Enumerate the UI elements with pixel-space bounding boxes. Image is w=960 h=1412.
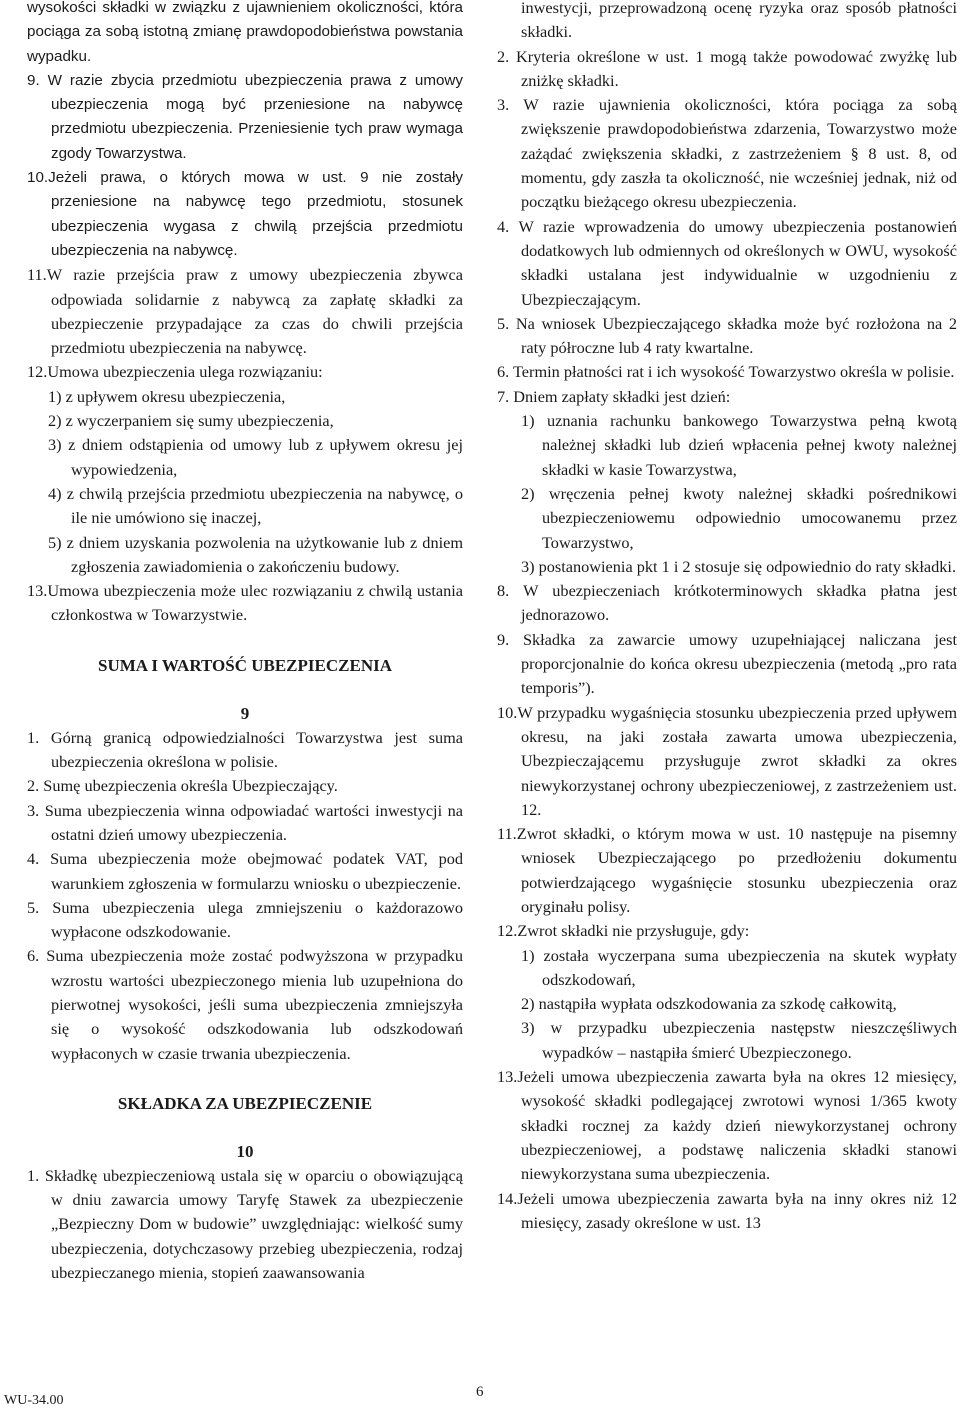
page-number: 6 [476,1384,484,1400]
list-item: 1) została wyczerpana suma ubezpieczenia na skutek wypłaty odszkodowań, [521,945,957,989]
section-heading-skladka: SKŁADKA ZA UBEZPIECZENIE [117,1093,373,1113]
list-item: 10.W przypadku wygaśnięcia stosunku ubezpieczenia przed upływem okresu, na jaki została zawarta umowa ubezpieczenia, Ubezpieczającemu przysługuje zwrot składki za okres niewykorzystanej ochrony ubezpieczeniowej, z zastrzeżeniem ust. 12. [497,702,957,819]
section-heading-suma: SUMA I WARTOŚĆ UBEZPIECZENIA [98,655,392,675]
list-item: 6. Termin płatności rat i ich wysokość Towarzystwo określa w polisie. [497,362,955,382]
left-column [27,0,463,1285]
paragraph-12: 12.Umowa ubezpieczenia ulega rozwiązaniu: [27,362,323,382]
list-item: 8. W ubezpieczeniach krótkoterminowych składka płatna jest jednorazowo. [497,581,957,625]
list-item: 5. Suma ubezpieczenia ulega zmniejszeniu o każdorazowo wypłacone odszkodowanie. [27,897,463,942]
list-item: 5) z dniem uzyskania pozwolenia na użytkowanie lub z dniem zgłoszenia zawiadomienia o zakończeniu budowy. [48,532,463,576]
list-item: 13.Jeżeli umowa ubezpieczenia zawarta była na okres 12 miesięcy, wysokość składki podlegającej zwrotowi wynosi 1/365 kwoty składki rocznej za każdy dzień niewykorzystanej ochrony ubezpieczeniowej, a podstawę naliczenia składki stanowi niewykorzystana suma ubezpieczenia. [497,1067,957,1184]
intro-continuation: wysokości składki w związku z ujawnieniem okoliczności, która pociąga za sobą istotną zmianę prawdopodobieństwa powstania wypadku. [27,0,463,65]
paragraph-10: 10.Jeżeli prawa, o których mowa w ust. 9 nie zostały przeniesione na nabywcę tego przedmiotu, stosunek ubezpieczenia wygasa z chwilą przejścia przedmiotu ubezpieczenia na nabywcę. [27,169,463,259]
paragraph-13: 13.Umowa ubezpieczenia może ulec rozwiązaniu z chwilą ustania członkostwa w Towarzystwie. [27,581,463,625]
list-item: 3) w przypadku ubezpieczenia następstw nieszczęśliwych wypadków – nastąpiła śmierć Ubezpieczonego. [521,1018,957,1062]
list-item: 11.Zwrot składki, o którym mowa w ust. 10 następuje na pisemny wniosek Ubezpieczającego po przedłożeniu dokumentu potwierdzającego wygaśnięcie stosunku ubezpieczenia oraz oryginału polisy. [497,824,957,916]
list-item: 2) z wyczerpaniem się sumy ubezpieczenia, [48,411,334,431]
paragraph-11: 11.W razie przejścia praw z umowy ubezpieczenia zbywca odpowiada solidarnie z nabywcą za zapłatę składki za ubezpieczenie przypadające za czas do chwili przejścia przedmiotu ubezpieczenia na nabywcę. [27,265,463,358]
list-item: 1) uznania rachunku bankowego Towarzystwa pełną kwotą należnej składki lub dzień wpłacenia pełnej kwoty należnej składki w kasie Towarzystwa, [521,411,957,479]
right-continuation: inwestycji, przeprowadzoną ocenę ryzyka oraz sposób płatności składki. [521,0,957,42]
list-item: 3) z dniem odstąpienia od umowy lub z upływem okresu jej wypowiedzenia, [48,435,463,479]
list-item: 4) z chwilą przejścia przedmiotu ubezpieczenia na nabywcę, o ile nie umówiono się inaczej, [48,483,463,528]
list-item: 6. Suma ubezpieczenia może zostać podwyższona w przypadku wzrostu wartości ubezpieczonego mienia lub uzupełniona do pierwotnej wysokości, jeśli suma ubezpieczenia zmniejszyła się o wysokość odszkodowania lub odszkodowań wypłaconych w czasie trwania ubezpieczenia. [27,946,463,1063]
list-item: 12.Zwrot składki nie przysługuje, gdy: [497,921,750,941]
list-item: 7. Dniem zapłaty składki jest dzień: [497,386,731,406]
list-item: 2) nastąpiła wypłata odszkodowania za szkodę całkowitą, [521,994,897,1014]
list-item: 4. Suma ubezpieczenia może obejmować podatek VAT, pod warunkiem zgłoszenia w formularzu wniosku o ubezpieczenie. [27,849,463,893]
list-item: 1. Składkę ubezpieczeniową ustala się w oparciu o obowiązującą w dniu zawarcia umowy Taryfę Stawek za ubezpieczenie „Bezpieczny Dom w budowie” uwzględniając: wielkość sumy ubezpieczenia, dotychczasowy przebieg ubezpieczenia, rodzaj ubezpieczanego mienia, stopień zaawansowania [27,1165,463,1283]
list-item: 2. Sumę ubezpieczenia określa Ubezpieczający. [27,776,338,796]
section-number-10: 10 [236,1141,254,1161]
list-item: 3. Suma ubezpieczenia winna odpowiadać wartości inwestycji na ostatni dzień umowy ubezpieczenia. [27,800,463,844]
list-item: 9. Składka za zawarcie umowy uzupełniającej naliczana jest proporcjonalnie do końca okresu ubezpieczenia (metodą „pro rata temporis”). [497,629,957,698]
document-code: WU-34.00 [4,1393,64,1408]
list-item: 1. Górną granicą odpowiedzialności Towarzystwa jest suma ubezpieczenia określona w polisie. [27,727,463,772]
paragraph-9: 9. W razie zbycia przedmiotu ubezpieczenia prawa z umowy ubezpieczenia mogą być przeniesione na nabywcę przedmiotu ubezpieczenia. Przeniesienie tych praw wymaga zgody Towarzystwa. [27,71,463,162]
list-item: 3) postanowienia pkt 1 i 2 stosuje się odpowiednio do raty składki. [521,556,957,576]
right-column [497,0,957,1235]
list-item: 4. W razie wprowadzenia do umowy ubezpieczenia postanowień dodatkowych lub odmiennych od określonych w OWU, wysokość składki ustalana jest indywidualnie w uzgodnieniu z Ubezpieczającym. [497,216,957,309]
list-item: 5. Na wniosek Ubezpieczającego składka może być rozłożona na 2 raty półroczne lub 4 raty kwartalne. [497,313,957,358]
list-item: 14.Jeżeli umowa ubezpieczenia zawarta była na inny okres niż 12 miesięcy, zasady określone w ust. 13 [497,1188,957,1232]
section-number-9: 9 [240,703,250,723]
list-item: 1) z upływem okresu ubezpieczenia, [48,386,286,406]
list-item: 3. W razie ujawnienia okoliczności, która pociąga za sobą zwiększenie prawdopodobieństwa zdarzenia, Towarzystwo może zażądać zwiększenia składki, z zastrzeżeniem § 8 ust. 8, od momentu, gdy zaszła ta okoliczność, nie wcześniej jednak, niż od początku bieżącego okresu ubezpieczenia. [497,95,957,212]
list-item: 2. Kryteria określone w ust. 1 mogą także powodować zwyżkę lub zniżkę składki. [497,46,957,90]
list-item: 2) wręczenia pełnej kwoty należnej składki pośrednikowi ubezpieczeniowemu odpowiednio umocowanemu przez Towarzystwo, [521,483,957,552]
